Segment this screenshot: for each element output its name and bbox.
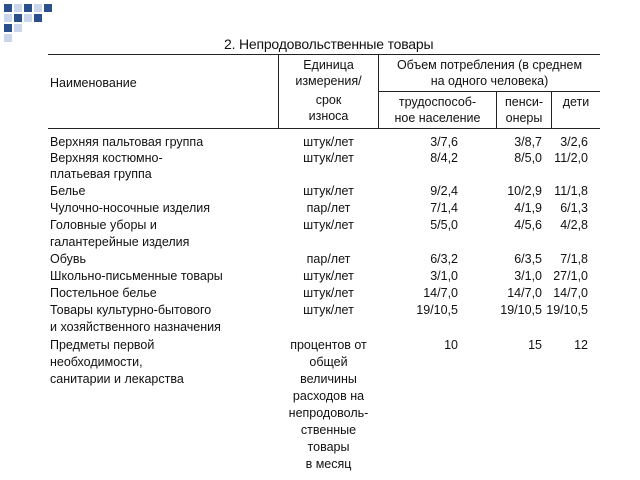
row-working: 9/2,4 [430,184,458,198]
header-working-line2: ное население [394,111,481,125]
row-children: 11/2,0 [554,151,588,165]
row-name: Верхняя пальтовая группа [50,135,204,149]
row-unit-line1: процентов от [290,338,367,352]
row-working: 7/1,4 [430,201,458,215]
table-title: 2. Непродовольственные товары [224,36,434,52]
row-unit: штук/лет [303,151,354,165]
header-volume-line1: Объем потребления (в среднем [396,58,583,72]
row-pension: 19/10,5 [500,303,542,317]
row-name-line2: необходимости, [50,355,143,369]
row-unit-line8: в месяц [305,457,352,471]
row-working: 14/7,0 [423,286,458,300]
row-working: 10 [444,338,458,352]
row-unit: штук/лет [303,218,354,232]
row-name: Белье [50,184,86,198]
row-unit-line2: общей [309,355,348,369]
row-pension: 4/5,6 [514,218,542,232]
corner-decoration [0,0,60,40]
row-pension: 14/7,0 [507,286,542,300]
row-children: 14/7,0 [553,286,588,300]
row-pension: 4/1,9 [514,201,542,215]
row-pension: 10/2,9 [507,184,542,198]
row-unit-line7: товары [307,440,350,454]
row-children: 3/2,6 [560,135,588,149]
row-pension: 3/8,7 [514,135,542,149]
row-unit: штук/лет [303,286,354,300]
header-unit-line4: износа [308,109,349,123]
row-name-line2: платьевая группа [50,167,152,181]
row-name-line3: санитарии и лекарства [50,372,184,386]
row-pension: 15 [528,338,542,352]
row-name: Школьно-письменные товары [50,269,223,283]
row-name-line2: и хозяйственного назначения [50,320,221,334]
row-pension: 6/3,5 [514,252,542,266]
header-unit-line3: срок [315,93,342,107]
row-unit-line4: расходов на [292,389,365,403]
row-unit: штук/лет [303,269,354,283]
row-children: 19/10,5 [546,303,588,317]
row-working: 6/3,2 [430,252,458,266]
header-children: дети [562,95,590,109]
row-working: 3/7,6 [430,135,458,149]
row-unit: штук/лет [303,184,354,198]
row-unit-line5: непродоволь- [288,406,369,420]
row-name: Обувь [50,252,87,266]
row-unit-line6: ственные [300,423,357,437]
row-children: 4/2,8 [560,218,588,232]
row-name-line1: Предметы первой [50,338,155,352]
row-name-line2: галантерейные изделия [50,235,190,249]
row-pension: 8/5,0 [514,151,542,165]
row-children: 7/1,8 [560,252,588,266]
top-rule [48,54,600,55]
volume-header-rule [378,91,600,92]
row-unit-line3: величины [300,372,357,386]
row-unit: штук/лет [303,135,354,149]
header-unit-line1: Единица [303,58,354,72]
row-name-line1: Верхняя костюмно- [50,151,163,165]
row-unit: пар/лет [306,201,351,215]
row-children: 12 [574,338,588,352]
header-unit-line2: измерения/ [295,74,362,88]
row-unit: пар/лет [306,252,351,266]
header-name: Наименование [50,76,137,90]
row-working: 5/5,0 [430,218,458,232]
row-unit: штук/лет [303,303,354,317]
header-pension-line1: пенси- [504,95,544,109]
row-working: 19/10,5 [416,303,458,317]
row-pension: 3/1,0 [514,269,542,283]
row-children: 27/1,0 [553,269,588,283]
row-name: Чулочно-носочные изделия [50,201,211,215]
row-name-line1: Головные уборы и [50,218,157,232]
header-working-line1: трудоспособ- [398,95,477,109]
row-children: 11/1,8 [554,184,588,198]
row-name-line1: Товары культурно-бытового [50,303,212,317]
row-working: 3/1,0 [430,269,458,283]
row-working: 8/4,2 [430,151,458,165]
row-name: Постельное белье [50,286,157,300]
header-bottom-rule [48,128,600,129]
header-volume-line2: на одного человека) [430,74,549,88]
header-pension-line2: онеры [505,111,543,125]
row-children: 6/1,3 [560,201,588,215]
